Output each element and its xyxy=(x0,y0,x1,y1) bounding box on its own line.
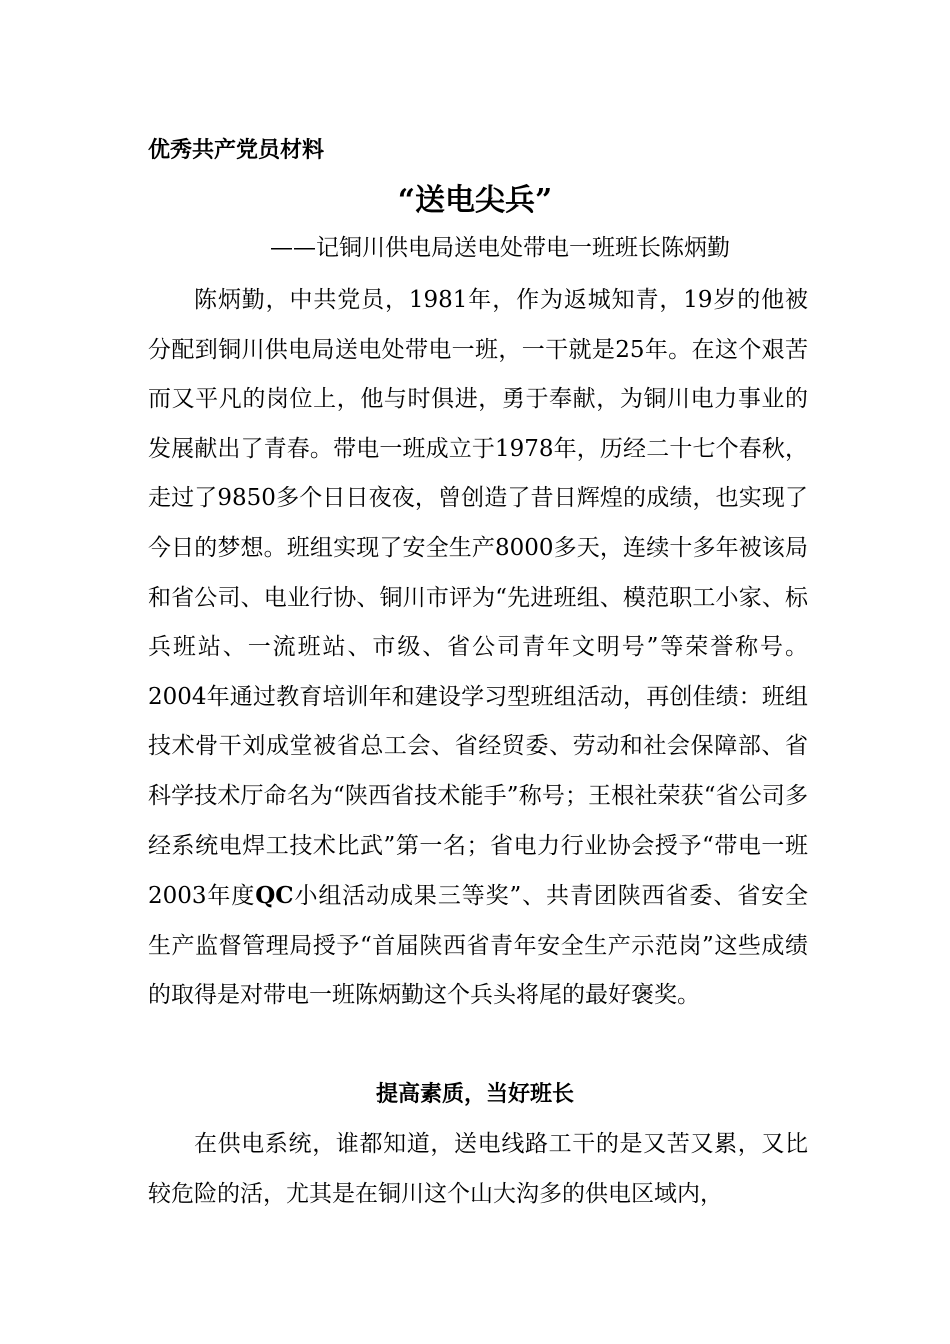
qc-term: QC xyxy=(255,882,294,910)
section-heading: 提高素质，当好班长 xyxy=(375,1081,574,1107)
document-label: 优秀共产党员材料 xyxy=(148,137,325,163)
document-subtitle: ——记铜川供电局送电处带电一班班长陈炳勤 xyxy=(270,235,730,261)
body-paragraph-1 xyxy=(148,276,808,1021)
body-paragraph-2: 在供电系统，谁都知道，送电线路工干的是又苦又累，又比较危险的活，尤其是在铜川这个山大沟多的供电区域内， xyxy=(148,1131,808,1207)
paragraph-1-text-a: 陈炳勤，中共党员，1981年，作为返城知青，19岁的他被分配到铜川供电局送电处带电一班，一干就是25年。在这个艰苦而又平凡的岗位上，他与时俱进，勇于奉献，为铜川电力事业的发展献出了青春。带电一班成立于1978年，历经二十七个春秋，走过了9850多个日日夜夜，曾创造了昔日辉煌的成绩，也实现了今日的梦想。班组实现了安全生产8000多天，连续十多年被该局和省公司、电业行协、铜川市评为“先进班组、模范职工小家、标兵班站、一流班站、市级、省公司青年文明号”等荣誉称号。2004年通过教育培训年和建设学习型班组活动，再创佳绩：班组技术骨干刘成堂被省总工会、省经贸委、劳动和社会保障部、省科学技术厅命名为“陕西省技术能手”称号；王根社荣获“省公司多经系统电焊工技术比武”第一名；省电力行业协会授予“带电一班2003年度 xyxy=(148,287,808,910)
paragraph-1-text-b: 小组活动成果三等奖”、共青团陕西省委、省安全生产监督管理局授予“首届陕西省青年安全生产示范岗”这些成绩的取得是对带电一班陈炳勤这个兵头将尾的最好褒奖。 xyxy=(148,883,808,1009)
document-title: “送电尖兵” xyxy=(397,183,553,218)
